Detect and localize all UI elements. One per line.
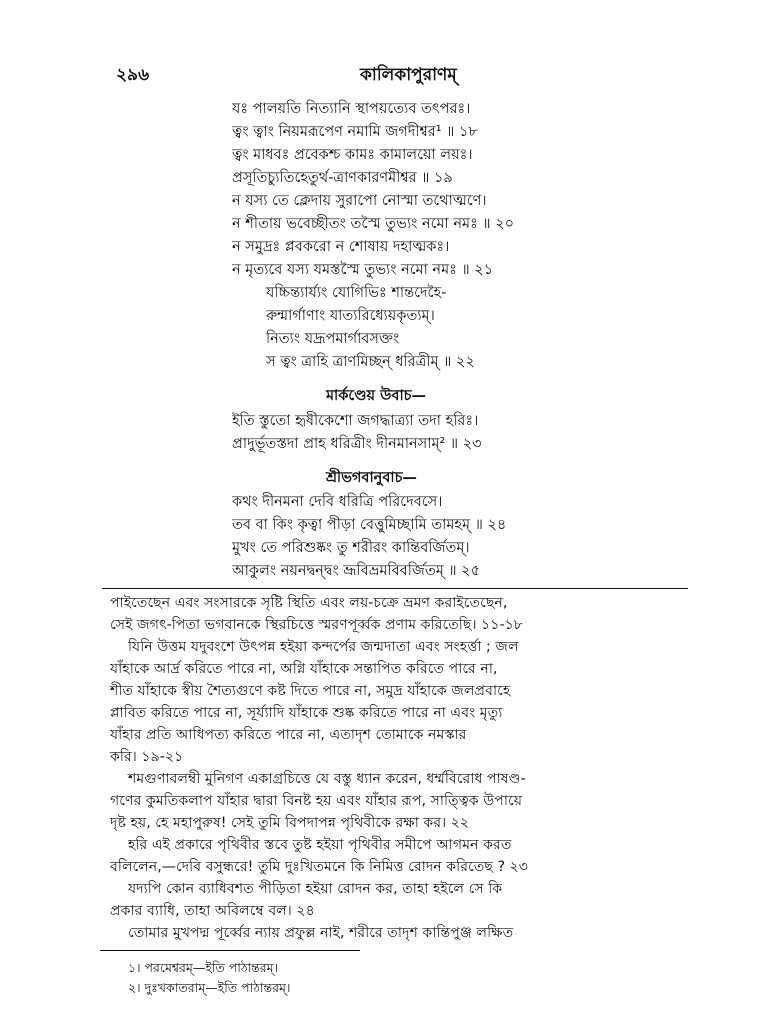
page-header — [116, 62, 676, 88]
verse-line: নিত্যং যদ্রূপমার্গাবসক্তং — [266, 331, 400, 347]
translation-line: প্রকার ব্যাধি, তাহা অবিলম্বে বল। ২৪ — [110, 903, 315, 919]
translation-line: সেই জগৎ-পিতা ভগবানকে স্থিরচিত্তে স্মরণপূর্ব্বক প্রণাম করিতেছি। ১১-১৮ — [110, 617, 523, 633]
footnote: ১। পরমেশ্বরম্‌—ইতি পাঠান্তরম্‌। — [128, 960, 279, 975]
speaker-heading: মার্কণ্ডেয় উবাচ— — [326, 388, 427, 404]
translation-line: যিনি উত্তম যদুবংশে উৎপন্ন হইয়া কন্দর্পের জন্মদাতা এবং সংহর্ত্তা ; জল — [128, 639, 519, 655]
verse-line: ইতি স্তুতো হৃষীকেশো জগদ্ধাত্র্যা তদা হরিঃ। — [232, 413, 479, 429]
verse-line: ন সমুদ্রঃ প্লবকরো ন শোষায় দহাত্মকঃ। — [232, 239, 450, 255]
translation-line: পাইতেছেন এবং সংসারকে সৃষ্টি স্থিতি এবং লয়-চক্রে ভ্রমণ করাইতেছেন, — [110, 595, 508, 611]
footnote-divider — [100, 950, 360, 951]
verse-line: আকুলং নয়নদ্বন্দ্বং ভ্রূবিভ্রমবিবর্জিতম্‌ ॥ ২৫ — [232, 563, 481, 579]
verse-line: মুখং তে পরিশুষ্কং তু শরীরং কান্তিবর্জিতম্‌। — [232, 540, 470, 556]
verse-line: রুন্মার্গাণাং যাত্যরিধ্যেয়কৃত্যম্‌। — [266, 308, 435, 324]
translation-line: যদ্যপি কোন ব্যাধিবশত পীড়িতা হইয়া রোদন কর, তাহা হইলে সে কি — [128, 881, 503, 897]
running-title: কালিকাপুরাণম্‌ — [360, 65, 457, 85]
verse-line: ত্বং মাধবঃ প্রবেকশ্চ কামঃ কামালয়ো লয়ঃ। — [232, 147, 473, 163]
translation-line: হরি এই প্রকারে পৃথিবীর স্তবে তুষ্ট হইয়া পৃথিবীর সমীপে আগমন করত — [128, 837, 512, 853]
translation-line: যাঁহাকে আর্দ্র করিতে পারে না, অগ্নি যাঁহাকে সন্তাপিত করিতে পারে না, — [110, 661, 498, 677]
section-divider — [102, 588, 688, 589]
translation-line: শমগুণাবলম্বী মুনিগণ একাগ্রচিত্তে যে বস্তু ধ্যান করেন, ধর্ম্মবিরোধ পাষণ্ড- — [128, 771, 526, 787]
verse-line: ন শীতায় ভবেচ্ছীতং তস্মৈ তুভ্যং নমো নমঃ ॥ ২০ — [232, 216, 515, 232]
translation-line: করি। ১৯-২১ — [110, 749, 184, 765]
translation-line: দৃষ্ট হয়, হে মহাপুরুষ! সেই তুমি বিপদাপন্ন পৃথিবীকে রক্ষা কর। ২২ — [110, 815, 470, 831]
verse-line: ন মৃত্যবে যস্য যমস্তস্মৈ তুভ্যং নমো নমঃ ॥ ২১ — [232, 262, 494, 278]
translation-line: শীত যাঁহাকে স্বীয় শৈত্যগুণে কষ্ট দিতে পারে না, সমুদ্র যাঁহাকে জলপ্রবাহে — [110, 683, 511, 699]
translation-line: গণের কুমতিকলাপ যাঁহার দ্বারা বিনষ্ট হয় এবং যাঁহার রূপ, সাত্ত্বিক উপায়ে — [110, 793, 523, 809]
footnote: ২। দুঃখকাতরাম্‌—ইতি পাঠান্তরম্‌। — [128, 980, 291, 995]
translation-line: যাঁহার প্রতি আধিপত্য করিতে পারে না, এতাদৃশ তোমাকে নমস্কার — [110, 727, 467, 743]
translation-line: বলিলেন,—দেবি বসুন্ধরে! তুমি দুঃখিতমনে কি নিমিত্ত রোদন করিতেছ ? ২৩ — [110, 859, 528, 875]
translation-line: তোমার মুখপদ্ম পূর্ব্বের ন্যায় প্রফুল্ল নাই, শরীরে তাদৃশ কান্তিপুঞ্জ লক্ষিত — [128, 925, 514, 941]
verse-line: তব বা কিং কৃত্বা পীড়া বেত্তুমিচ্ছামি তামহম্‌ ॥ ২৪ — [232, 517, 507, 533]
verse-line: প্রসূতিচ্যুতিহেতুর্থ-ত্রাণকারণমীশ্বর ॥ ১৯ — [232, 170, 453, 186]
verse-line: যচ্চিন্ত্যাৰ্য্যং যোগিভিঃ শান্তদেহৈ- — [266, 285, 447, 301]
verse-line: ন যস্য তে ক্লেদায় সুরাপো নোস্মা তথোত্মণে। — [232, 193, 487, 209]
verse-line: ত্বং ত্বাং নিয়মরূপেণ নমামি জগদীশ্বর¹ ॥ ১৮ — [232, 124, 478, 140]
speaker-heading: শ্রীভগবানুবাচ— — [326, 470, 417, 486]
page-number: ২৯৬ — [116, 65, 150, 85]
verse-line: স ত্বং ত্রাহি ত্রাণমিচ্ছন্‌ ধরিত্রীম্‌ ॥ ২২ — [266, 354, 475, 370]
translation-line: প্লাবিত করিতে পারে না, সূর্য্যাদি যাঁহাকে শুষ্ক করিতে পারে না এবং মৃত্যু — [110, 705, 503, 721]
verse-line: যঃ পালয়তি নিত্যানি স্থাপয়ত্যেব তৎপরঃ। — [232, 101, 471, 117]
verse-line: কথং দীনমনা দেবি ধরিত্রি পরিদেবসে। — [232, 494, 443, 510]
verse-line: প্রাদুর্ভূতস্তদা প্রাহ ধরিত্রীং দীনমানসাম্‌² ॥ ২৩ — [232, 436, 482, 452]
